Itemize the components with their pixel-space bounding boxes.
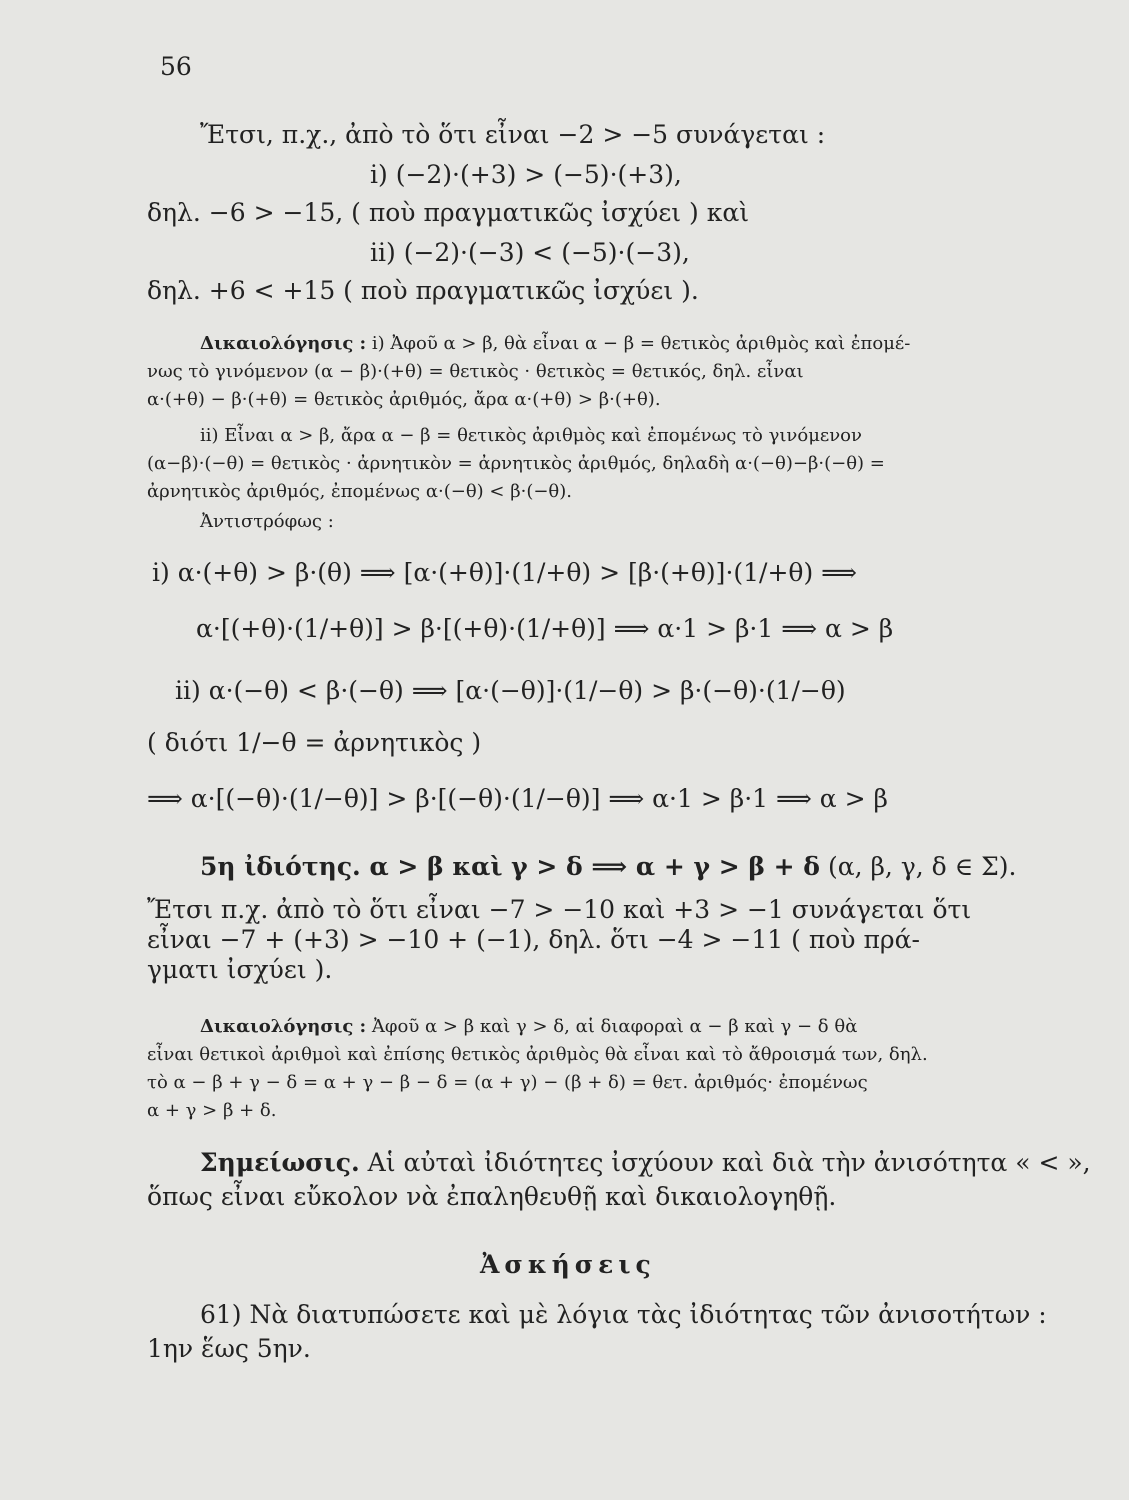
converse-ii-line2: ⟹ α·[(−θ)·(1/−θ)] > β·[(−θ)·(1/−θ)] ⟹ α·1 > β·1 ⟹ α > β [147,784,888,813]
example-case-ii: ii) (−2)·(−3) < (−5)·(−3), [370,238,690,267]
converse-ii-note: ( διότι 1/−θ = ἀρνητικὸς ) [147,728,482,757]
property-5-line3: γματι ἰσχύει ). [147,955,333,984]
conversely-label: Ἀντιστρόφως : [200,511,334,532]
justification-4-line5: (α−β)·(−θ) = θετικὸς · ἀρνητικὸν = ἀρνητικὸς ἀριθμός, δηλαδὴ α·(−θ)−β·(−θ) = [147,453,885,474]
justification-4-label: Δικαιολόγησις : [200,333,367,354]
justification-5-line4: α + γ > β + δ. [147,1100,277,1121]
justification-5-line3: τὸ α − β + γ − δ = α + γ − β − δ = (α + γ) − (β + δ) = θετ. ἀριθμός· ἐπομένως [147,1072,868,1093]
property-5-domain: (α, β, γ, δ ∈ Σ). [827,852,1017,881]
justification-4-line4: ii) Εἶναι α > β, ἄρα α − β = θετικὸς ἀριθμὸς καὶ ἐπομένως τὸ γινόμενον [200,425,862,446]
converse-i-line1: i) α·(+θ) > β·(θ) ⟹ [α·(+θ)]·(1/+θ) > [β·(+θ)]·(1/+θ) ⟹ [152,558,858,587]
exercise-61-line1: 61) Νὰ διατυπώσετε καὶ μὲ λόγια τὰς ἰδιότητας τῶν ἀνισοτήτων : [200,1300,1047,1329]
property-5-line2: εἶναι −7 + (+3) > −10 + (−1), δηλ. ὅτι −4 > −11 ( ποὺ πρά- [147,925,920,954]
justification-4-line2: νως τὸ γινόμενον (α − β)·(+θ) = θετικὸς · θετικὸς = θετικός, δηλ. εἶναι [147,361,804,382]
property-5-title-line [200,852,1016,882]
note-label: Σημείωσις. [200,1148,360,1177]
justification-4-line1 [200,332,910,356]
note-line1 [200,1148,1091,1178]
property-5-line1: Ἔτσι π.χ. ἀπὸ τὸ ὅτι εἶναι −7 > −10 καὶ +3 > −1 συνάγεται ὅτι [147,895,972,924]
justification-5-line1 [200,1015,857,1039]
example-case-i: i) (−2)·(+3) > (−5)·(+3), [370,160,682,189]
justification-4-line3: α·(+θ) − β·(+θ) = θετικὸς ἀριθμός, ἄρα α·(+θ) > β·(+θ). [147,389,661,410]
note-text1: Αἱ αὐταὶ ἰδιότητες ἰσχύουν καὶ διὰ τὴν ἀνισότητα « < », [367,1148,1091,1177]
note-line2: ὅπως εἶναι εὔκολον νὰ ἐπαληθευθῇ καὶ δικαιολογηθῇ. [147,1182,837,1211]
justification-5-label: Δικαιολόγησις : [200,1016,367,1037]
exercise-61-line2: 1ην ἕως 5ην. [147,1334,311,1363]
converse-ii-line1: ii) α·(−θ) < β·(−θ) ⟹ [α·(−θ)]·(1/−θ) > β·(−θ)·(1/−θ) [175,676,846,705]
example-intro: Ἔτσι, π.χ., ἀπὸ τὸ ὅτι εἶναι −2 > −5 συνάγεται : [200,120,826,149]
converse-i-line2: α·[(+θ)·(1/+θ)] > β·[(+θ)·(1/+θ)] ⟹ α·1 > β·1 ⟹ α > β [196,614,894,643]
justification-4-line6: ἀρνητικὸς ἀριθμός, ἐπομένως α·(−θ) < β·(−θ). [147,481,573,502]
property-5-title: 5η ἰδιότης. α > β καὶ γ > δ ⟹ α + γ > β + δ [200,852,820,881]
justification-4-text1: i) Ἀφοῦ α > β, θὰ εἶναι α − β = θετικὸς ἀριθμὸς καὶ ἐπομέ- [371,333,911,354]
justification-5-text1: Ἀφοῦ α > β καὶ γ > δ, αἱ διαφοραὶ α − β καὶ γ − δ θὰ [371,1016,858,1037]
exercises-heading: Ἀσκήσεις [480,1250,656,1279]
example-case-ii-note: δηλ. +6 < +15 ( ποὺ πραγματικῶς ἰσχύει ). [147,276,699,305]
page-number: 56 [160,52,192,81]
example-case-i-note: δηλ. −6 > −15, ( ποὺ πραγματικῶς ἰσχύει ) καὶ [147,198,750,227]
justification-5-line2: εἶναι θετικοὶ ἀριθμοὶ καὶ ἐπίσης θετικὸς ἀριθμὸς θὰ εἶναι καὶ τὸ ἄθροισμά των, δηλ. [147,1044,928,1065]
